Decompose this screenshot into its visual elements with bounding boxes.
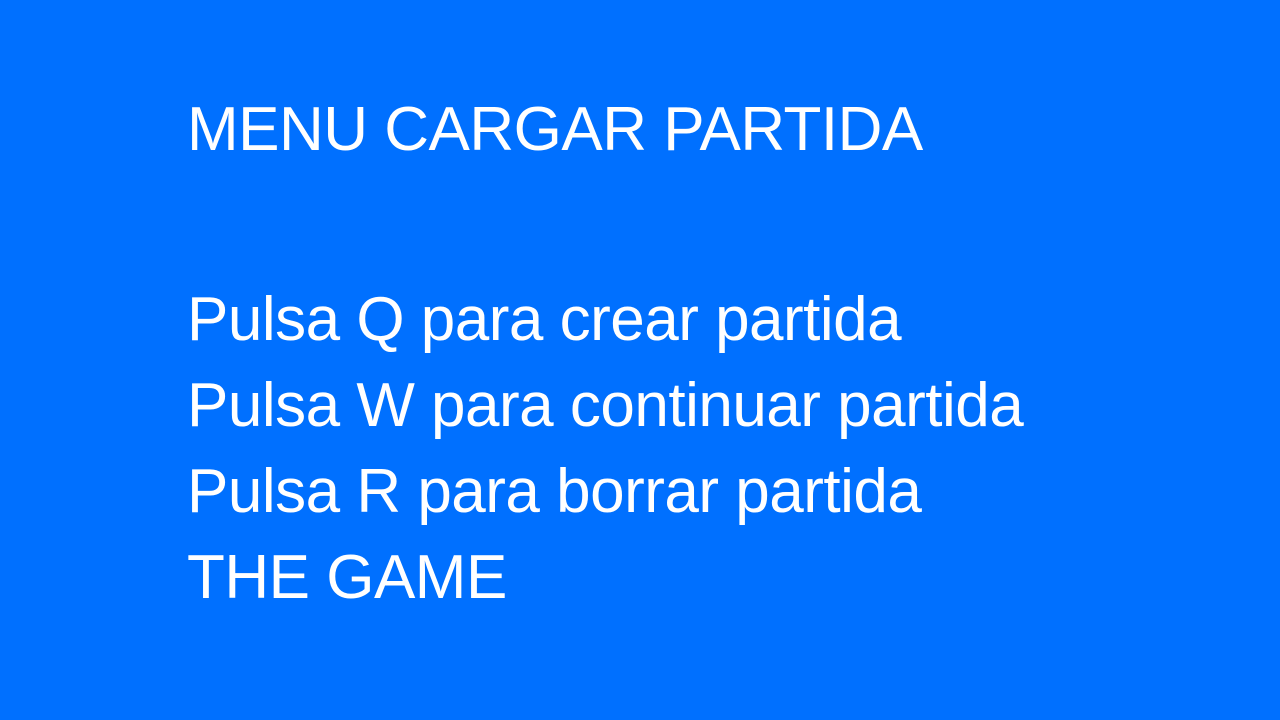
create-game-instruction: Pulsa Q para crear partida <box>187 285 902 354</box>
delete-game-instruction: Pulsa R para borrar partida <box>187 457 922 526</box>
continue-game-instruction: Pulsa W para continuar partida <box>187 371 1024 440</box>
game-name: THE GAME <box>187 543 507 612</box>
menu-options-list <box>187 277 1023 621</box>
menu-title: MENU CARGAR PARTIDA <box>187 95 923 164</box>
